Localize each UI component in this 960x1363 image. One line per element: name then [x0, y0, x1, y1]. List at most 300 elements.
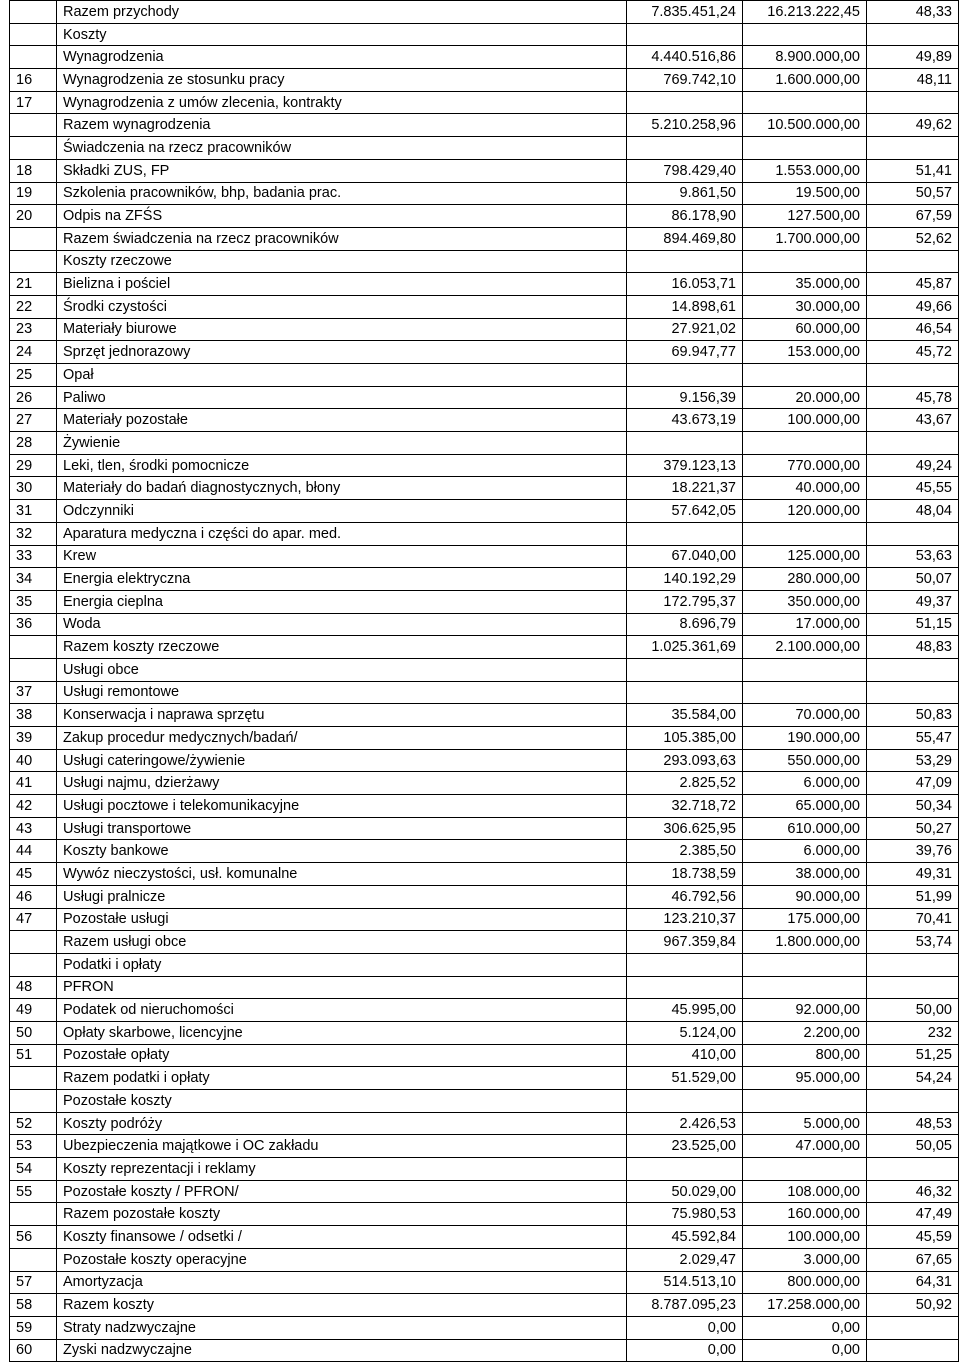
amount-plan-cell: 1.700.000,00	[743, 227, 867, 250]
amount-plan-cell	[743, 91, 867, 114]
table-row	[10, 1112, 959, 1135]
amount-plan-cell: 120.000,00	[743, 500, 867, 523]
amount-plan-cell: 38.000,00	[743, 863, 867, 886]
amount-plan-cell: 800,00	[743, 1044, 867, 1067]
item-name-cell: Szkolenia pracowników, bhp, badania prac.	[57, 182, 627, 205]
row-number-cell	[10, 636, 57, 659]
row-number-cell: 28	[10, 432, 57, 455]
row-number-cell	[10, 1203, 57, 1226]
row-number-cell: 57	[10, 1271, 57, 1294]
amount-actual-cell: 45.995,00	[627, 999, 743, 1022]
row-number-cell	[10, 658, 57, 681]
amount-plan-cell: 95.000,00	[743, 1067, 867, 1090]
amount-plan-cell: 175.000,00	[743, 908, 867, 931]
table-row	[10, 545, 959, 568]
row-number-cell: 29	[10, 454, 57, 477]
amount-actual-cell	[627, 1090, 743, 1113]
amount-plan-cell: 160.000,00	[743, 1203, 867, 1226]
amount-actual-cell: 798.429,40	[627, 159, 743, 182]
table-row	[10, 727, 959, 750]
amount-actual-cell: 123.210,37	[627, 908, 743, 931]
percent-cell: 50,07	[867, 568, 959, 591]
amount-plan-cell: 20.000,00	[743, 386, 867, 409]
table-row	[10, 137, 959, 160]
row-number-cell: 50	[10, 1021, 57, 1044]
table-row	[10, 432, 959, 455]
item-name-cell: Razem koszty	[57, 1294, 627, 1317]
amount-actual-cell: 14.898,61	[627, 295, 743, 318]
amount-actual-cell: 75.980,53	[627, 1203, 743, 1226]
amount-plan-cell: 19.500,00	[743, 182, 867, 205]
percent-cell: 232	[867, 1021, 959, 1044]
amount-plan-cell: 60.000,00	[743, 318, 867, 341]
amount-actual-cell: 50.029,00	[627, 1180, 743, 1203]
amount-plan-cell: 1.600.000,00	[743, 69, 867, 92]
percent-cell	[867, 1158, 959, 1181]
table-row	[10, 885, 959, 908]
table-row	[10, 1180, 959, 1203]
percent-cell: 48,53	[867, 1112, 959, 1135]
amount-plan-cell: 280.000,00	[743, 568, 867, 591]
item-name-cell: Usługi obce	[57, 658, 627, 681]
row-number-cell: 46	[10, 885, 57, 908]
amount-actual-cell: 967.359,84	[627, 931, 743, 954]
amount-actual-cell: 769.742,10	[627, 69, 743, 92]
amount-actual-cell: 86.178,90	[627, 205, 743, 228]
row-number-cell: 27	[10, 409, 57, 432]
item-name-cell: Opał	[57, 364, 627, 387]
amount-plan-cell: 70.000,00	[743, 704, 867, 727]
item-name-cell: Straty nadzwyczajne	[57, 1316, 627, 1339]
item-name-cell: Pozostałe opłaty	[57, 1044, 627, 1067]
amount-plan-cell	[743, 658, 867, 681]
row-number-cell: 43	[10, 817, 57, 840]
amount-actual-cell: 9.156,39	[627, 386, 743, 409]
amount-actual-cell: 32.718,72	[627, 795, 743, 818]
item-name-cell: Opłaty skarbowe, licencyjne	[57, 1021, 627, 1044]
item-name-cell: Razem świadczenia na rzecz pracowników	[57, 227, 627, 250]
item-name-cell: Usługi najmu, dzierżawy	[57, 772, 627, 795]
item-name-cell: Razem koszty rzeczowe	[57, 636, 627, 659]
row-number-cell	[10, 23, 57, 46]
row-number-cell: 47	[10, 908, 57, 931]
percent-cell: 45,55	[867, 477, 959, 500]
item-name-cell: Konserwacja i naprawa sprzętu	[57, 704, 627, 727]
row-number-cell: 53	[10, 1135, 57, 1158]
percent-cell: 50,57	[867, 182, 959, 205]
amount-plan-cell: 47.000,00	[743, 1135, 867, 1158]
percent-cell: 48,33	[867, 1, 959, 24]
item-name-cell: Pozostałe usługi	[57, 908, 627, 931]
table-row	[10, 976, 959, 999]
amount-actual-cell: 140.192,29	[627, 568, 743, 591]
amount-plan-cell: 610.000,00	[743, 817, 867, 840]
amount-actual-cell: 69.947,77	[627, 341, 743, 364]
item-name-cell: Usługi transportowe	[57, 817, 627, 840]
percent-cell: 53,74	[867, 931, 959, 954]
item-name-cell: Podatek od nieruchomości	[57, 999, 627, 1022]
row-number-cell: 32	[10, 522, 57, 545]
amount-actual-cell: 35.584,00	[627, 704, 743, 727]
table-row	[10, 908, 959, 931]
percent-cell: 52,62	[867, 227, 959, 250]
item-name-cell: Świadczenia na rzecz pracowników	[57, 137, 627, 160]
amount-actual-cell: 172.795,37	[627, 590, 743, 613]
row-number-cell: 37	[10, 681, 57, 704]
amount-plan-cell	[743, 953, 867, 976]
row-number-cell: 24	[10, 341, 57, 364]
row-number-cell	[10, 1067, 57, 1090]
amount-plan-cell: 30.000,00	[743, 295, 867, 318]
row-number-cell: 44	[10, 840, 57, 863]
amount-plan-cell: 90.000,00	[743, 885, 867, 908]
table-row	[10, 1294, 959, 1317]
amount-plan-cell	[743, 522, 867, 545]
percent-cell: 51,25	[867, 1044, 959, 1067]
amount-plan-cell: 0,00	[743, 1339, 867, 1362]
item-name-cell: Razem usługi obce	[57, 931, 627, 954]
percent-cell: 49,24	[867, 454, 959, 477]
table-row	[10, 1067, 959, 1090]
item-name-cell: Wynagrodzenia ze stosunku pracy	[57, 69, 627, 92]
row-number-cell	[10, 1090, 57, 1113]
amount-actual-cell: 5.210.258,96	[627, 114, 743, 137]
amount-plan-cell: 127.500,00	[743, 205, 867, 228]
table-row	[10, 273, 959, 296]
percent-cell: 47,09	[867, 772, 959, 795]
row-number-cell: 31	[10, 500, 57, 523]
amount-actual-cell: 7.835.451,24	[627, 1, 743, 24]
percent-cell	[867, 681, 959, 704]
percent-cell	[867, 23, 959, 46]
amount-actual-cell	[627, 432, 743, 455]
percent-cell: 46,54	[867, 318, 959, 341]
percent-cell	[867, 364, 959, 387]
table-row	[10, 953, 959, 976]
table-row	[10, 658, 959, 681]
percent-cell: 45,59	[867, 1226, 959, 1249]
table-row	[10, 522, 959, 545]
percent-cell: 54,24	[867, 1067, 959, 1090]
amount-actual-cell: 105.385,00	[627, 727, 743, 750]
percent-cell: 46,32	[867, 1180, 959, 1203]
percent-cell: 45,78	[867, 386, 959, 409]
amount-plan-cell: 350.000,00	[743, 590, 867, 613]
amount-plan-cell: 5.000,00	[743, 1112, 867, 1135]
amount-actual-cell	[627, 658, 743, 681]
row-number-cell: 48	[10, 976, 57, 999]
row-number-cell: 18	[10, 159, 57, 182]
row-number-cell: 58	[10, 1294, 57, 1317]
percent-cell: 49,62	[867, 114, 959, 137]
table-row	[10, 704, 959, 727]
item-name-cell: Koszty finansowe / odsetki /	[57, 1226, 627, 1249]
item-name-cell: Usługi pralnicze	[57, 885, 627, 908]
item-name-cell: Wynagrodzenia	[57, 46, 627, 69]
percent-cell: 53,63	[867, 545, 959, 568]
amount-plan-cell: 2.100.000,00	[743, 636, 867, 659]
amount-actual-cell: 379.123,13	[627, 454, 743, 477]
item-name-cell: Odpis na ZFŚS	[57, 205, 627, 228]
percent-cell: 45,87	[867, 273, 959, 296]
item-name-cell: Pozostałe koszty operacyjne	[57, 1248, 627, 1271]
amount-plan-cell	[743, 1158, 867, 1181]
amount-actual-cell: 16.053,71	[627, 273, 743, 296]
amount-plan-cell: 40.000,00	[743, 477, 867, 500]
amount-plan-cell: 800.000,00	[743, 1271, 867, 1294]
row-number-cell: 35	[10, 590, 57, 613]
table-row	[10, 69, 959, 92]
row-number-cell	[10, 1, 57, 24]
percent-cell: 53,29	[867, 749, 959, 772]
percent-cell: 47,49	[867, 1203, 959, 1226]
table-row	[10, 590, 959, 613]
table-row	[10, 318, 959, 341]
amount-actual-cell	[627, 681, 743, 704]
percent-cell: 67,65	[867, 1248, 959, 1271]
amount-actual-cell: 45.592,84	[627, 1226, 743, 1249]
row-number-cell	[10, 250, 57, 273]
item-name-cell: Razem podatki i opłaty	[57, 1067, 627, 1090]
table-row	[10, 341, 959, 364]
amount-actual-cell	[627, 1158, 743, 1181]
item-name-cell: Sprzęt jednorazowy	[57, 341, 627, 364]
item-name-cell: Materiały biurowe	[57, 318, 627, 341]
item-name-cell: Materiały pozostałe	[57, 409, 627, 432]
table-row	[10, 386, 959, 409]
row-number-cell: 56	[10, 1226, 57, 1249]
amount-actual-cell: 0,00	[627, 1339, 743, 1362]
table-row	[10, 1021, 959, 1044]
item-name-cell: Pozostałe koszty / PFRON/	[57, 1180, 627, 1203]
table-row	[10, 23, 959, 46]
percent-cell: 55,47	[867, 727, 959, 750]
item-name-cell: Razem pozostałe koszty	[57, 1203, 627, 1226]
amount-plan-cell: 108.000,00	[743, 1180, 867, 1203]
row-number-cell	[10, 1248, 57, 1271]
percent-cell	[867, 250, 959, 273]
table-row	[10, 999, 959, 1022]
percent-cell: 50,92	[867, 1294, 959, 1317]
percent-cell: 50,27	[867, 817, 959, 840]
row-number-cell: 52	[10, 1112, 57, 1135]
item-name-cell: Ubezpieczenia majątkowe i OC zakładu	[57, 1135, 627, 1158]
percent-cell: 48,11	[867, 69, 959, 92]
percent-cell	[867, 953, 959, 976]
item-name-cell: Koszty bankowe	[57, 840, 627, 863]
table-row	[10, 205, 959, 228]
item-name-cell: PFRON	[57, 976, 627, 999]
table-row	[10, 863, 959, 886]
amount-plan-cell: 6.000,00	[743, 840, 867, 863]
row-number-cell: 21	[10, 273, 57, 296]
row-number-cell	[10, 114, 57, 137]
percent-cell: 43,67	[867, 409, 959, 432]
item-name-cell: Aparatura medyczna i części do apar. med.	[57, 522, 627, 545]
amount-plan-cell: 92.000,00	[743, 999, 867, 1022]
percent-cell: 51,99	[867, 885, 959, 908]
row-number-cell: 59	[10, 1316, 57, 1339]
amount-plan-cell	[743, 1090, 867, 1113]
amount-actual-cell: 18.221,37	[627, 477, 743, 500]
percent-cell: 51,15	[867, 613, 959, 636]
amount-plan-cell: 6.000,00	[743, 772, 867, 795]
percent-cell	[867, 522, 959, 545]
row-number-cell: 45	[10, 863, 57, 886]
table-row	[10, 46, 959, 69]
row-number-cell: 49	[10, 999, 57, 1022]
amount-plan-cell	[743, 432, 867, 455]
percent-cell: 48,83	[867, 636, 959, 659]
amount-plan-cell: 65.000,00	[743, 795, 867, 818]
percent-cell: 50,83	[867, 704, 959, 727]
row-number-cell: 23	[10, 318, 57, 341]
amount-actual-cell: 43.673,19	[627, 409, 743, 432]
item-name-cell: Podatki i opłaty	[57, 953, 627, 976]
amount-plan-cell: 16.213.222,45	[743, 1, 867, 24]
row-number-cell: 16	[10, 69, 57, 92]
table-row	[10, 1248, 959, 1271]
item-name-cell: Razem wynagrodzenia	[57, 114, 627, 137]
table-body	[10, 1, 959, 1362]
row-number-cell	[10, 953, 57, 976]
item-name-cell: Składki ZUS, FP	[57, 159, 627, 182]
row-number-cell: 20	[10, 205, 57, 228]
percent-cell: 45,72	[867, 341, 959, 364]
table-row	[10, 568, 959, 591]
amount-plan-cell: 190.000,00	[743, 727, 867, 750]
table-row	[10, 91, 959, 114]
amount-plan-cell: 0,00	[743, 1316, 867, 1339]
amount-actual-cell	[627, 976, 743, 999]
percent-cell	[867, 137, 959, 160]
amount-actual-cell: 2.385,50	[627, 840, 743, 863]
item-name-cell: Wywóz nieczystości, usł. komunalne	[57, 863, 627, 886]
percent-cell: 49,66	[867, 295, 959, 318]
amount-plan-cell: 35.000,00	[743, 273, 867, 296]
percent-cell: 50,05	[867, 1135, 959, 1158]
percent-cell: 67,59	[867, 205, 959, 228]
financial-table	[9, 0, 959, 1362]
percent-cell	[867, 1090, 959, 1113]
table-row	[10, 250, 959, 273]
amount-actual-cell: 5.124,00	[627, 1021, 743, 1044]
amount-actual-cell: 2.029,47	[627, 1248, 743, 1271]
amount-plan-cell: 2.200,00	[743, 1021, 867, 1044]
amount-actual-cell	[627, 91, 743, 114]
amount-plan-cell: 3.000,00	[743, 1248, 867, 1271]
amount-actual-cell: 410,00	[627, 1044, 743, 1067]
amount-actual-cell: 2.825,52	[627, 772, 743, 795]
item-name-cell: Pozostałe koszty	[57, 1090, 627, 1113]
percent-cell	[867, 1339, 959, 1362]
amount-plan-cell	[743, 250, 867, 273]
amount-actual-cell	[627, 137, 743, 160]
percent-cell: 50,34	[867, 795, 959, 818]
table-row	[10, 500, 959, 523]
amount-actual-cell: 9.861,50	[627, 182, 743, 205]
amount-actual-cell	[627, 522, 743, 545]
item-name-cell: Materiały do badań diagnostycznych, błony	[57, 477, 627, 500]
percent-cell: 51,41	[867, 159, 959, 182]
table-row	[10, 227, 959, 250]
item-name-cell: Amortyzacja	[57, 1271, 627, 1294]
item-name-cell: Koszty	[57, 23, 627, 46]
amount-actual-cell: 4.440.516,86	[627, 46, 743, 69]
amount-actual-cell: 51.529,00	[627, 1067, 743, 1090]
amount-actual-cell: 8.787.095,23	[627, 1294, 743, 1317]
amount-plan-cell	[743, 23, 867, 46]
amount-plan-cell: 770.000,00	[743, 454, 867, 477]
item-name-cell: Zakup procedur medycznych/badań/	[57, 727, 627, 750]
table-row	[10, 1158, 959, 1181]
amount-actual-cell: 18.738,59	[627, 863, 743, 886]
table-row	[10, 636, 959, 659]
table-row	[10, 681, 959, 704]
row-number-cell: 40	[10, 749, 57, 772]
amount-plan-cell: 100.000,00	[743, 409, 867, 432]
amount-plan-cell: 1.800.000,00	[743, 931, 867, 954]
item-name-cell: Środki czystości	[57, 295, 627, 318]
item-name-cell: Odczynniki	[57, 500, 627, 523]
row-number-cell	[10, 227, 57, 250]
row-number-cell: 42	[10, 795, 57, 818]
table-row	[10, 454, 959, 477]
row-number-cell: 41	[10, 772, 57, 795]
amount-plan-cell: 550.000,00	[743, 749, 867, 772]
item-name-cell: Koszty reprezentacji i reklamy	[57, 1158, 627, 1181]
table-row	[10, 1135, 959, 1158]
item-name-cell: Usługi pocztowe i telekomunikacyjne	[57, 795, 627, 818]
item-name-cell: Paliwo	[57, 386, 627, 409]
table-row	[10, 409, 959, 432]
item-name-cell: Zyski nadzwyczajne	[57, 1339, 627, 1362]
row-number-cell: 33	[10, 545, 57, 568]
item-name-cell: Koszty podróży	[57, 1112, 627, 1135]
row-number-cell	[10, 46, 57, 69]
amount-actual-cell: 67.040,00	[627, 545, 743, 568]
table-row	[10, 772, 959, 795]
percent-cell: 39,76	[867, 840, 959, 863]
amount-actual-cell: 57.642,05	[627, 500, 743, 523]
row-number-cell: 36	[10, 613, 57, 636]
amount-actual-cell: 23.525,00	[627, 1135, 743, 1158]
amount-plan-cell: 100.000,00	[743, 1226, 867, 1249]
table-row	[10, 613, 959, 636]
amount-actual-cell: 894.469,80	[627, 227, 743, 250]
row-number-cell	[10, 931, 57, 954]
percent-cell	[867, 658, 959, 681]
table-row	[10, 817, 959, 840]
table-row	[10, 477, 959, 500]
row-number-cell: 55	[10, 1180, 57, 1203]
amount-actual-cell: 293.093,63	[627, 749, 743, 772]
table-row	[10, 1339, 959, 1362]
row-number-cell: 19	[10, 182, 57, 205]
amount-plan-cell: 8.900.000,00	[743, 46, 867, 69]
table-row	[10, 1, 959, 24]
row-number-cell: 54	[10, 1158, 57, 1181]
amount-actual-cell	[627, 364, 743, 387]
percent-cell: 70,41	[867, 908, 959, 931]
percent-cell	[867, 91, 959, 114]
table-row	[10, 749, 959, 772]
row-number-cell: 34	[10, 568, 57, 591]
amount-plan-cell: 153.000,00	[743, 341, 867, 364]
amount-plan-cell	[743, 137, 867, 160]
table-row	[10, 114, 959, 137]
amount-actual-cell	[627, 953, 743, 976]
